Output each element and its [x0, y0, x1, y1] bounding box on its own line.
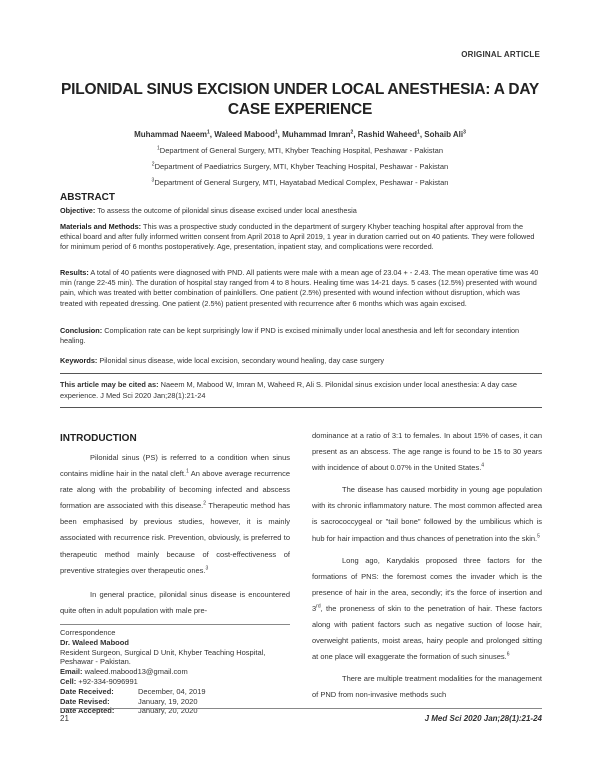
intro-text: Long ago, Karydakis proposed three factors for the formations of PNS: the foremost comes the invader which is the presence of hair in the area, secondly; it's the force of insertion and 3 [312, 555, 542, 613]
author-name: Rashid Waheed [357, 130, 418, 139]
accepted-value: January, 20, 2020 [138, 706, 198, 716]
author-sup: 1 [417, 129, 420, 136]
page-number: 21 [60, 714, 69, 723]
author-name: Muhammad Naeem [134, 130, 208, 139]
affiliation-sup: 1 [157, 145, 160, 152]
affiliation-sup: 3 [151, 177, 155, 184]
affiliation-text: Department of General Surgery, MTI, Hayatabad Medical Complex, Peshawar - Pakistan [154, 178, 449, 187]
abstract-objective [60, 206, 542, 216]
conclusion-label: Conclusion: [60, 326, 103, 335]
objective-label: Objective: [60, 206, 96, 215]
author-name: Waleed Mabood [214, 130, 275, 139]
affiliation-1 [60, 146, 540, 155]
intro-paragraph [312, 671, 542, 703]
methods-text: This was a prospective study conducted in the department of surgery Khyber teaching hospital after approval from the ethical board and after fully informed written consent from April 2018 to April 2019, 1 year in duration carried out on 40 patients. They were followed for minimum period of 6 months postoperatively. Age, presentation, inpatient stay, and complications were recorded. [60, 222, 535, 252]
author-name: Muhammad Imran [282, 130, 351, 139]
date-revised [60, 697, 290, 707]
correspondence-name: Dr. Waleed Mabood [60, 637, 129, 647]
intro-text: There are multiple treatment modalities for the management of PND from non-invasive methods such [312, 674, 542, 700]
date-received [60, 687, 290, 697]
keywords-label: Keywords: [60, 356, 98, 365]
ref-sup: 6 [506, 651, 510, 658]
methods-label: Materials and Methods: [60, 222, 142, 231]
intro-text: The disease has caused morbidity in young age population with its chronic inflammatory nature. The most common affected area is sacrococcygeal or "tail bone" followed by the umbilicus which is hub for hair impaction and thus chances of penetration into the skin. [312, 485, 542, 543]
revised-label: Date Revised: [60, 696, 110, 706]
citation-text: Naeem M, Mabood W, Imran M, Waheed R, Ali S. Pilonidal sinus excision under local anesthesia: A day case experience. J Med Sci 2020 Jan;28(1):21-24 [60, 380, 517, 400]
cell-label: Cell: [60, 676, 77, 686]
affiliation-sup: 2 [151, 161, 155, 168]
ref-sup: 2 [203, 500, 207, 507]
right-column [312, 428, 542, 708]
left-column [60, 450, 290, 623]
journal-reference: J Med Sci 2020 Jan;28(1):21-24 [424, 714, 542, 723]
revised-value: January, 19, 2020 [138, 696, 198, 706]
intro-paragraph [312, 553, 542, 666]
correspondence-block [60, 628, 290, 716]
intro-paragraph [312, 428, 542, 476]
keywords-text: Pilonidal sinus disease, wide local excision, secondary wound healing, day case surgery [99, 356, 385, 365]
ref-sup: 4 [481, 462, 485, 469]
abstract-methods [60, 222, 542, 253]
intro-paragraph [312, 482, 542, 546]
correspondence-position: Resident Surgeon, Surgical D Unit, Khyber Teaching Hospital, Peshawar - Pakistan. [60, 647, 266, 667]
received-label: Date Received: [60, 686, 114, 696]
author-name: Sohaib Ali [424, 130, 464, 139]
intro-paragraph [60, 450, 290, 579]
title-line-2: CASE EXPERIENCE [227, 101, 373, 118]
cell-value: +92-334-9096991 [78, 676, 138, 686]
affiliation-text: Department of General Surgery, MTI, Khyber Teaching Hospital, Peshawar - Pakistan [159, 146, 443, 155]
citation-box [60, 380, 542, 401]
received-value: December, 04, 2019 [138, 686, 206, 696]
results-label: Results: [60, 268, 89, 277]
intro-text: Pilonidal sinus (PS) is referred to a condition when sinus contains midline hair in the natal cleft. [60, 453, 290, 479]
objective-text: To assess the outcome of pilonidal sinus disease excised under local anesthesia [97, 206, 357, 215]
citation-top-rule [60, 373, 542, 374]
article-type-label: ORIGINAL ARTICLE [461, 50, 540, 59]
intro-text: An above average recurrence rate along with the probability of becoming infected and abscess formation are associated with this disease. [60, 469, 290, 511]
intro-text: In general practice, pilonidal sinus disease is encountered quite often in adult population with male pre- [60, 589, 290, 615]
abstract-heading: ABSTRACT [60, 192, 115, 203]
abstract-conclusion [60, 326, 542, 346]
ref-sup: rd [316, 603, 321, 610]
affiliation-3 [60, 178, 540, 187]
abstract-results [60, 268, 542, 309]
email-label: Email: [60, 667, 83, 677]
correspondence-heading: Correspondence [60, 628, 116, 637]
abstract-keywords [60, 356, 542, 366]
ref-sup: 3 [205, 565, 209, 572]
introduction-heading: INTRODUCTION [60, 433, 137, 444]
conclusion-text: Complication rate can be kept surprisingly low if PND is excised minimally under local anesthesia and left for secondary intention healing. [60, 326, 520, 346]
intro-text: , the proneness of skin to the penetration of hair. These factors along with patient factors such as negative suction of loose hair, overweight patients, moist areas, hairy people and prolonged sitting at one place will exaggerate the formation of such sinuses. [312, 603, 542, 662]
correspondence-rule [60, 624, 290, 625]
affiliation-text: Department of Paediatrics Surgery, MTI, Khyber Teaching Hospital, Peshawar - Pakistan [154, 162, 449, 171]
affiliation-2 [60, 162, 540, 171]
correspondence-cell [60, 677, 290, 687]
author-list: Muhammad Naeem$^1$, Waleed Mabood$^1$, Muhammad Imran$^2$, Rashid Waheed$^1$, Sohaib Ali$^3$ [134, 129, 466, 139]
results-text: A total of 40 patients were diagnosed with PND. All patients were male with a mean age of 23.04 + - 2.43. The mean operative time was 40 min (range 22-45 min). The duration of hospital stay ranged from 4 to 8 hours. Healing time was 14-21 days. 5 cases (12.5%) presented with wound pain, which was treated with better combination of painkillers. One patient (2.5%) presented with wound infection without disruption, which was treated with repeated dressing. One patient (2.5%) patient presented with recurrence after 6 months which was again excised. [60, 268, 539, 308]
citation-label: This article may be cited as: [60, 380, 159, 389]
correspondence-email [60, 667, 290, 677]
ref-sup: 1 [186, 468, 189, 475]
author-sup: 3 [463, 129, 466, 136]
intro-text: Therapeutic method has been emphasised by previous studies, however, it is mainly associated with recurrence risk. Prevention, obviously, is preferred to therapeutic method mainly because of cost-effectiveness of preventive strategies over therapeutic ones. [60, 501, 291, 575]
ref-sup: 5 [537, 533, 540, 540]
author-sup: 1 [207, 129, 210, 136]
citation-bottom-rule [60, 407, 542, 408]
accepted-label: Date Accepted: [60, 706, 115, 716]
intro-text: dominance at a ratio of 3:1 to females. In about 15% of cases, it can present as an abscess. The age range is found to be 15 to 30 years with incidence of about 0.07% in the United States. [312, 431, 542, 473]
author-sup: 1 [274, 129, 278, 136]
author-sup: 2 [350, 129, 354, 136]
email-value[interactable]: waleed.mabood13@gmail.com [84, 667, 188, 677]
article-title [60, 80, 540, 120]
title-line-1: PILONIDAL SINUS EXCISION UNDER LOCAL ANESTHESIA: A DAY [60, 81, 540, 98]
intro-paragraph [60, 587, 290, 619]
footer-rule [60, 708, 542, 709]
